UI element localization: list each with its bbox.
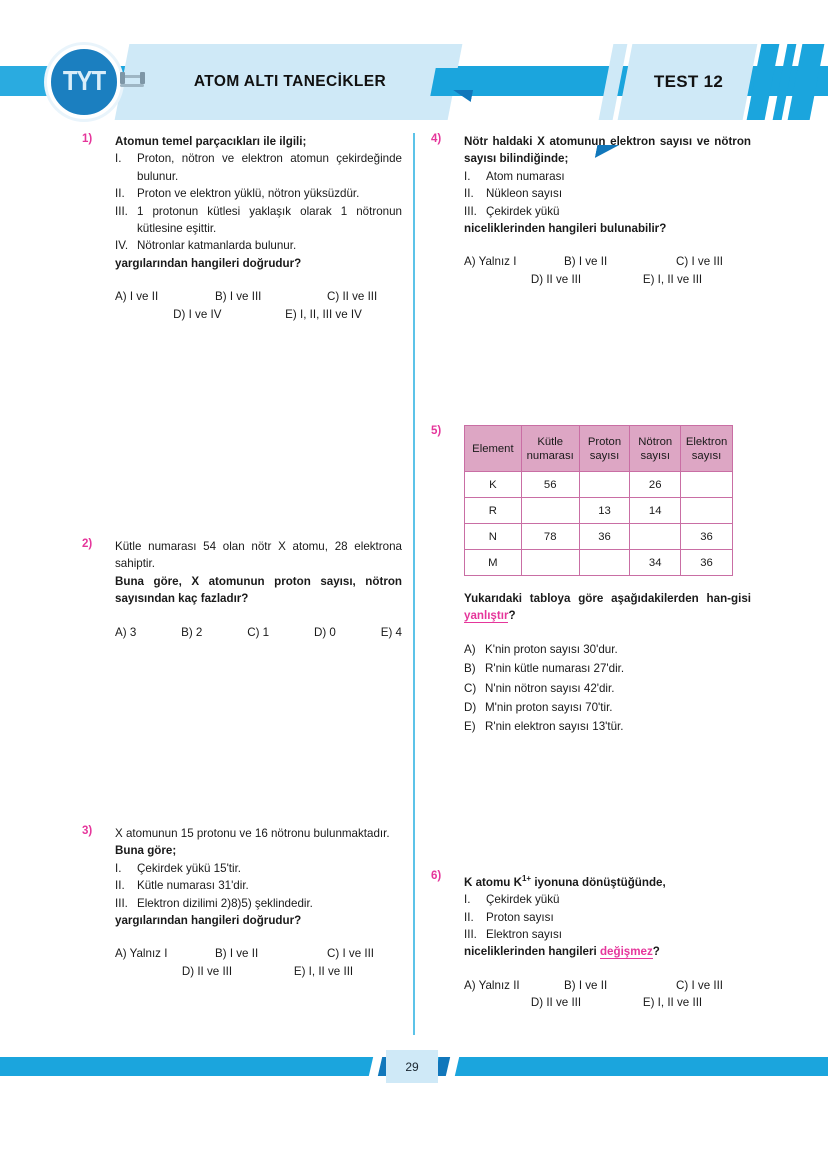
question-6-closing-post: ?: [652, 945, 660, 959]
question-5: [431, 425, 751, 738]
option-e[interactable]: E) I, II, III ve IV: [285, 307, 362, 321]
roman-item: [115, 185, 402, 202]
option-e[interactable]: [464, 718, 751, 735]
roman-text: Nötronlar katmanlarda bulunur.: [137, 239, 297, 253]
option-letter: D): [464, 701, 477, 715]
table-cell: [681, 472, 733, 498]
roman-item: [464, 891, 751, 908]
table-cell: 36: [681, 550, 733, 576]
question-3: [82, 825, 402, 980]
roman-item: [464, 185, 751, 202]
option-b[interactable]: [464, 660, 751, 677]
roman-label: II.: [464, 187, 474, 201]
option-letter: B): [464, 662, 476, 676]
option-text: M'nin proton sayısı 70'tir.: [485, 701, 613, 715]
option-c[interactable]: C) I ve III: [676, 255, 724, 269]
roman-item: [464, 203, 751, 220]
question-2: [82, 538, 402, 641]
roman-text: Çekirdek yükü 15'tir.: [137, 861, 242, 875]
option-d[interactable]: D) II ve III: [181, 964, 233, 978]
table-cell: [521, 550, 579, 576]
question-6-number: 6): [431, 870, 442, 882]
table-row: [465, 498, 733, 524]
roman-item: [464, 926, 751, 943]
question-6-stem-pre: K atomu K: [464, 875, 522, 889]
question-3-stem: X atomunun 15 protonu ve 16 nötronu bulunmaktadır.: [115, 827, 390, 840]
question-4-stem: Nötr haldaki X atomunun elektron sayısı ve nötron sayısı bilindiğinde;: [464, 135, 751, 166]
question-5-options: [464, 641, 751, 736]
question-1-items: [115, 150, 402, 254]
question-4-body: [464, 133, 751, 288]
question-1-options: [115, 288, 402, 323]
question-3-items: [115, 860, 402, 912]
column-divider: [413, 133, 415, 1035]
table-cell: 34: [630, 550, 681, 576]
option-e[interactable]: E) I, II ve III: [642, 272, 703, 286]
roman-text: Proton ve elektron yüklü, nötron yüksüzdür.: [137, 187, 360, 201]
roman-item: [115, 237, 402, 254]
page-number: 29: [386, 1050, 438, 1083]
roman-label: II.: [115, 187, 125, 201]
tyt-logo-text: TYT: [62, 65, 106, 97]
option-c[interactable]: C) 1: [247, 625, 270, 639]
question-6-stem: [464, 870, 751, 891]
question-2-stem: Kütle numarası 54 olan nötr X atomu, 28 elektrona sahiptir.: [115, 540, 402, 571]
option-b[interactable]: B) I ve II: [564, 978, 608, 992]
option-d[interactable]: D) II ve III: [530, 272, 582, 286]
test-number-label: TEST 12: [653, 72, 724, 91]
question-5-number: 5): [431, 425, 442, 437]
table-cell: 13: [579, 498, 630, 524]
roman-text: Proton sayısı: [486, 910, 554, 924]
option-a[interactable]: A) Yalnız I: [115, 947, 168, 961]
question-2-number: 2): [82, 538, 93, 550]
roman-label: III.: [464, 928, 477, 942]
roman-item: [115, 150, 402, 185]
table-cell: 36: [681, 524, 733, 550]
roman-text: Kütle numarası 31'dir.: [137, 879, 249, 893]
option-b[interactable]: B) 2: [181, 625, 203, 639]
question-5-body: [464, 590, 751, 736]
table-cell: 78: [521, 524, 579, 550]
question-4-options: [464, 253, 751, 288]
roman-label: III.: [464, 204, 477, 218]
roman-label: I.: [115, 152, 122, 166]
roman-text: Elektron sayısı: [486, 928, 563, 942]
page-title: ATOM ALTI TANECİKLER: [193, 73, 387, 90]
option-text: N'nin nötron sayısı 42'dir.: [485, 681, 615, 695]
roman-text: Çekirdek yükü: [486, 893, 560, 907]
tyt-logo: [47, 45, 121, 119]
option-b[interactable]: B) I ve II: [215, 947, 259, 961]
roman-item: [115, 895, 402, 912]
option-a[interactable]: A) I ve II: [115, 290, 159, 304]
roman-label: II.: [115, 879, 125, 893]
table-header-row: [465, 426, 733, 472]
table-cell: N: [465, 524, 522, 550]
roman-text: Nükleon sayısı: [486, 187, 563, 201]
option-c[interactable]: [464, 680, 751, 697]
roman-text: 1 protonun kütlesi yaklaşık olarak 1 nötronun kütlesine eşittir.: [137, 204, 402, 236]
option-text: R'nin elektron sayısı 13'tür.: [485, 720, 624, 734]
option-letter: A): [464, 642, 476, 656]
roman-label: I.: [464, 893, 471, 907]
table-row: [465, 472, 733, 498]
question-6-closing: [464, 943, 751, 960]
roman-label: II.: [464, 910, 474, 924]
option-b[interactable]: B) I ve III: [215, 290, 262, 304]
table-cell: M: [465, 550, 522, 576]
option-d[interactable]: D) 0: [313, 625, 336, 639]
question-1-number: 1): [82, 133, 93, 145]
table-header-cell: Nötron sayısı: [630, 426, 681, 472]
roman-label: IV.: [115, 239, 129, 253]
roman-label: I.: [115, 861, 122, 875]
question-5-closing-pre: Yukarıdaki tabloya göre aşağıdakilerden han-gisi: [464, 592, 751, 605]
question-6-items: [464, 891, 751, 943]
question-2-options: [115, 624, 402, 641]
question-2-body: [115, 538, 402, 641]
option-text: R'nin kütle numarası 27'dir.: [485, 662, 625, 676]
option-d[interactable]: [464, 699, 751, 716]
roman-item: [464, 909, 751, 926]
table-cell: 36: [579, 524, 630, 550]
question-3-options: [115, 945, 402, 980]
question-6-highlight: değişmez: [599, 945, 653, 959]
question-4-closing: niceliklerinden hangileri bulunabilir?: [464, 222, 667, 236]
question-6-closing-pre: niceliklerinden hangileri: [464, 945, 600, 959]
option-d[interactable]: D) I ve IV: [173, 307, 222, 321]
element-table: [464, 425, 733, 576]
table-cell: 14: [630, 498, 681, 524]
table-cell: [630, 524, 681, 550]
option-c[interactable]: C) I ve III: [676, 978, 724, 992]
table-cell: [681, 498, 733, 524]
table-cell: [521, 498, 579, 524]
option-e[interactable]: E) 4: [380, 625, 402, 639]
option-c[interactable]: C) II ve III: [327, 290, 378, 304]
table-cell: K: [465, 472, 522, 498]
option-text: K'nin proton sayısı 30'dur.: [485, 642, 618, 656]
header-test-container: [627, 44, 750, 120]
table-row: [465, 524, 733, 550]
roman-label: III.: [115, 204, 128, 218]
roman-text: Proton, nötron ve elektron atomun çekirdeğinde bulunur.: [137, 152, 402, 183]
question-1-closing: yargılarından hangileri doğrudur?: [115, 256, 302, 270]
question-5-highlight: yanlıştır: [464, 609, 509, 623]
question-3-lead: Buna göre;: [115, 844, 177, 858]
option-letter: C): [464, 681, 477, 695]
option-e[interactable]: E) I, II ve III: [642, 996, 703, 1010]
chain-link-icon: [120, 72, 146, 92]
table-header-cell: Kütle numarası: [521, 426, 579, 472]
roman-item: [464, 168, 751, 185]
question-4: [431, 133, 751, 288]
option-a[interactable]: [464, 641, 751, 658]
question-6-body: [464, 870, 751, 1012]
table-cell: [579, 472, 630, 498]
question-6-ion-charge: 1+: [521, 874, 532, 883]
roman-item: [115, 860, 402, 877]
table-cell: 26: [630, 472, 681, 498]
question-1: [82, 133, 402, 323]
option-b[interactable]: B) I ve II: [564, 255, 608, 269]
question-6: [431, 870, 751, 1012]
option-a[interactable]: A) Yalnız II: [464, 978, 520, 992]
option-a[interactable]: A) Yalnız I: [464, 255, 517, 269]
question-1-body: [115, 133, 402, 323]
question-3-body: [115, 825, 402, 980]
table-cell: [579, 550, 630, 576]
roman-item: [115, 877, 402, 894]
question-4-number: 4): [431, 133, 442, 145]
table-row: [465, 550, 733, 576]
roman-text: Elektron dizilimi 2)8)5) şeklindedir.: [137, 896, 313, 910]
option-e[interactable]: E) I, II ve III: [293, 964, 354, 978]
question-6-stem-post: iyonuna dönüştüğünde,: [531, 875, 666, 889]
table-header-cell: Proton sayısı: [579, 426, 630, 472]
roman-text: Atom numarası: [486, 169, 565, 183]
question-4-items: [464, 168, 751, 220]
roman-item: [115, 203, 402, 238]
question-5-closing-post: ?: [508, 609, 516, 623]
table-cell: R: [465, 498, 522, 524]
roman-label: I.: [464, 169, 471, 183]
question-5-closing: [464, 590, 751, 625]
option-a[interactable]: A) 3: [115, 625, 137, 639]
roman-text: Çekirdek yükü: [486, 204, 560, 218]
question-3-number: 3): [82, 825, 93, 837]
question-2-closing: Buna göre, X atomunun proton sayısı, nötron sayısından kaç fazladır?: [115, 574, 402, 606]
question-6-options: [464, 977, 751, 1012]
table-header-cell: Elektron sayısı: [681, 426, 733, 472]
roman-label: III.: [115, 896, 128, 910]
option-c[interactable]: C) I ve III: [327, 947, 375, 961]
question-1-stem: Atomun temel parçacıkları ile ilgili;: [115, 135, 307, 148]
header-title-container: [140, 44, 440, 120]
table-header-cell: Element: [465, 426, 522, 472]
table-cell: 56: [521, 472, 579, 498]
question-3-closing: yargılarından hangileri doğrudur?: [115, 914, 302, 928]
option-letter: E): [464, 720, 476, 734]
option-d[interactable]: D) II ve III: [530, 996, 582, 1010]
